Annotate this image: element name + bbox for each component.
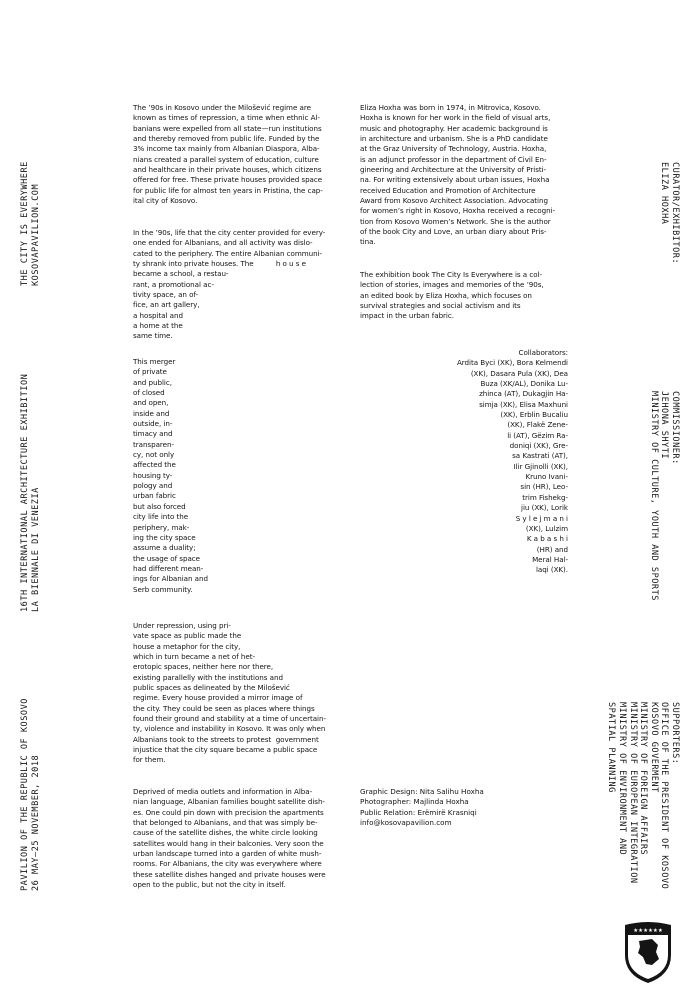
credits-block: Graphic Design: Nita Salihu Hoxha Photographer: Majlinda Hoxha Public Relation: Erëmirë Krasniqi info@kosovapavilion.com bbox=[360, 787, 484, 827]
collaborators-list: Collaborators: Ardita Byci (XK), Bora Kelmendi (XK), Dasara Pula (XK), Dea Buza (XK/AL), Donika Lu- zhinca (AT), Dukagjin Ha- simja (XK), Elisa Maxhuni (XK), Erblin Bucaliu (XK), Flakë Zene- li (AT), Gëzim Ra- doniqi (XK), Gre- sa Kastrati (AT), Ilir Gjinolli (XK), Kruno Ivani- sin (HR), Leo- trim Fishekg- jiu (XK), Lorik S y l e j m a n i (XK), Lulzim K a b a s h i (HR) and Meral Hal- laqi (XK). bbox=[456, 348, 568, 575]
biennale-edition: 16TH INTERNATIONAL ARCHITECTURE EXHIBITION bbox=[20, 373, 30, 612]
book-paragraph: The exhibition book The City Is Everywhere is a col- lection of stories, images and memories of the ’90s, an edited book by Eliza Hoxha, which focuses on survival strategies and social activism and its impact in the urban fabric. bbox=[360, 270, 544, 321]
merger-paragraph: This merger of private and public, of closed and open, inside and outside, in- timacy and transparen- cy, not only affected the housing ty- pology and urban fabric but also forced city life into the periphery, mak- ing the city space assume a duality; the usage of space had different mean- ings for Albanian and Serb community. bbox=[133, 357, 208, 594]
kosovo-coat-of-arms-icon bbox=[622, 921, 674, 985]
sidebar-biennale-block bbox=[20, 374, 41, 612]
supporter-item: MINISTRY OF FOREIGN AFFAIRS bbox=[638, 702, 649, 856]
supporters-block bbox=[606, 702, 680, 889]
supporter-item: KOSOVO GOVERMENT bbox=[648, 702, 659, 793]
commissioner-heading: COMMISSIONER: bbox=[670, 391, 680, 465]
website-link[interactable]: KOSOVAPAVILION.COM bbox=[30, 183, 41, 286]
sidebar-title-block bbox=[20, 161, 41, 286]
commissioner-name: JEHONA SHYTI bbox=[659, 391, 670, 460]
curator-heading: CURATOR/EXHIBITOR: bbox=[670, 162, 680, 265]
commissioner-block bbox=[648, 391, 680, 601]
commissioner-ministry: MINISTRY OF CULTURE, YOUTH AND SPORTS bbox=[648, 391, 659, 601]
supporter-item: OFFICE OF THE PRESIDENT OF KOSOVO bbox=[659, 702, 670, 890]
satellite-paragraph: Deprived of media outlets and information in Alba- nian language, Albanian families bought satellite dish- es. One could pin down with precision the apartments that belonged to Albanians, and that was simply be- cause of the satellite dishes, the white circle looking satellites would hang in their balconies. Very soon the urban landscape turned into a garden of white mush- rooms. For Albanians, the city was everywhere where these satellite dishes hanged and private houses were open to the public, but not the city in itself. bbox=[133, 787, 326, 890]
biennale-name: LA BIENNALE DI VENEZIA bbox=[30, 487, 41, 612]
supporter-item: SPATIAL PLANNING bbox=[606, 702, 617, 793]
curator-name: ELIZA HOXHA bbox=[659, 162, 670, 225]
repression-paragraph: Under repression, using pri- vate space as public made the house a metaphor for the city, which in turn became a net of het- erotopic spaces, neither here nor there, existing parallelly with the institutions and public spaces as delineated by the Milošević regime. Every house provided a mirror image of the city. They could be seen as places where things found their ground and stability at a time of uncertain- ty, violence and instability in Kosovo. It was only when Albanians took to the streets to protest government injustice that the city square became a public space for them. bbox=[133, 621, 326, 765]
supporter-item: MINISTRY OF EUROPEAN INTEGRATION bbox=[627, 702, 638, 884]
curator-block bbox=[659, 162, 680, 264]
bio-paragraph: Eliza Hoxha was born in 1974, in Mitrovica, Kosovo. Hoxha is known for her work in the field of visual arts, music and photography. Her academic background is in architecture and urbanism. She is a PhD candidate at the Graz University of Technology, Austria. Hoxha, is an adjunct professor in the department of Civil En- gineering and Architecture at the University of Pristi- na. For writing extensively about urban issues, Hoxha received Education and Promotion of Architecture Award from Kosovo Architect Association. Advocating for women’s right in Kosovo, Hoxha received a recogni- tion from Kosovo Women’s Network. She is the author of the book City and Love, an urban diary about Pris- tina. bbox=[360, 103, 556, 247]
exhibition-dates: 26 MAY—25 NOVEMBER, 2018 bbox=[30, 754, 41, 891]
sidebar-pavilion-block bbox=[20, 698, 41, 891]
supporter-item: MINISTRY OF ENVIRONMENT AND bbox=[617, 702, 628, 856]
exhibition-title: THE CITY IS EVERYWHERE bbox=[20, 161, 30, 286]
nineties-paragraph: In the ’90s, life that the city center provided for every- one ended for Albanians, and all activity was dislo- cated to the periphery. The entire Albanian communi- ty shrank into private houses. The h o u s e became a school, a restau- rant, a promotional ac- tivity space, an of- fice, an art gallery, a hospital and a home at the same time. bbox=[133, 228, 326, 341]
svg-text:★★★★★★: ★★★★★★ bbox=[633, 928, 663, 934]
intro-paragraph: The ’90s in Kosovo under the Milošević regime are known as times of repression, a time when ethnic Al- banians were expelled from all state—run institutions and thereby removed from public life. Funded by the 3% income tax mainly from Albanian Diaspora, Alba- nians created a parallel system of education, culture and healthcare in their private houses, which citizens offered for free. These private houses provided space for public life for almost ten years in Pristina, the cap- ital city of Kosovo. bbox=[133, 103, 323, 206]
supporters-heading: SUPPORTERS: bbox=[670, 702, 680, 765]
pavilion-name: PAVILION OF THE REPUBLIC OF KOSOVO bbox=[20, 698, 30, 891]
